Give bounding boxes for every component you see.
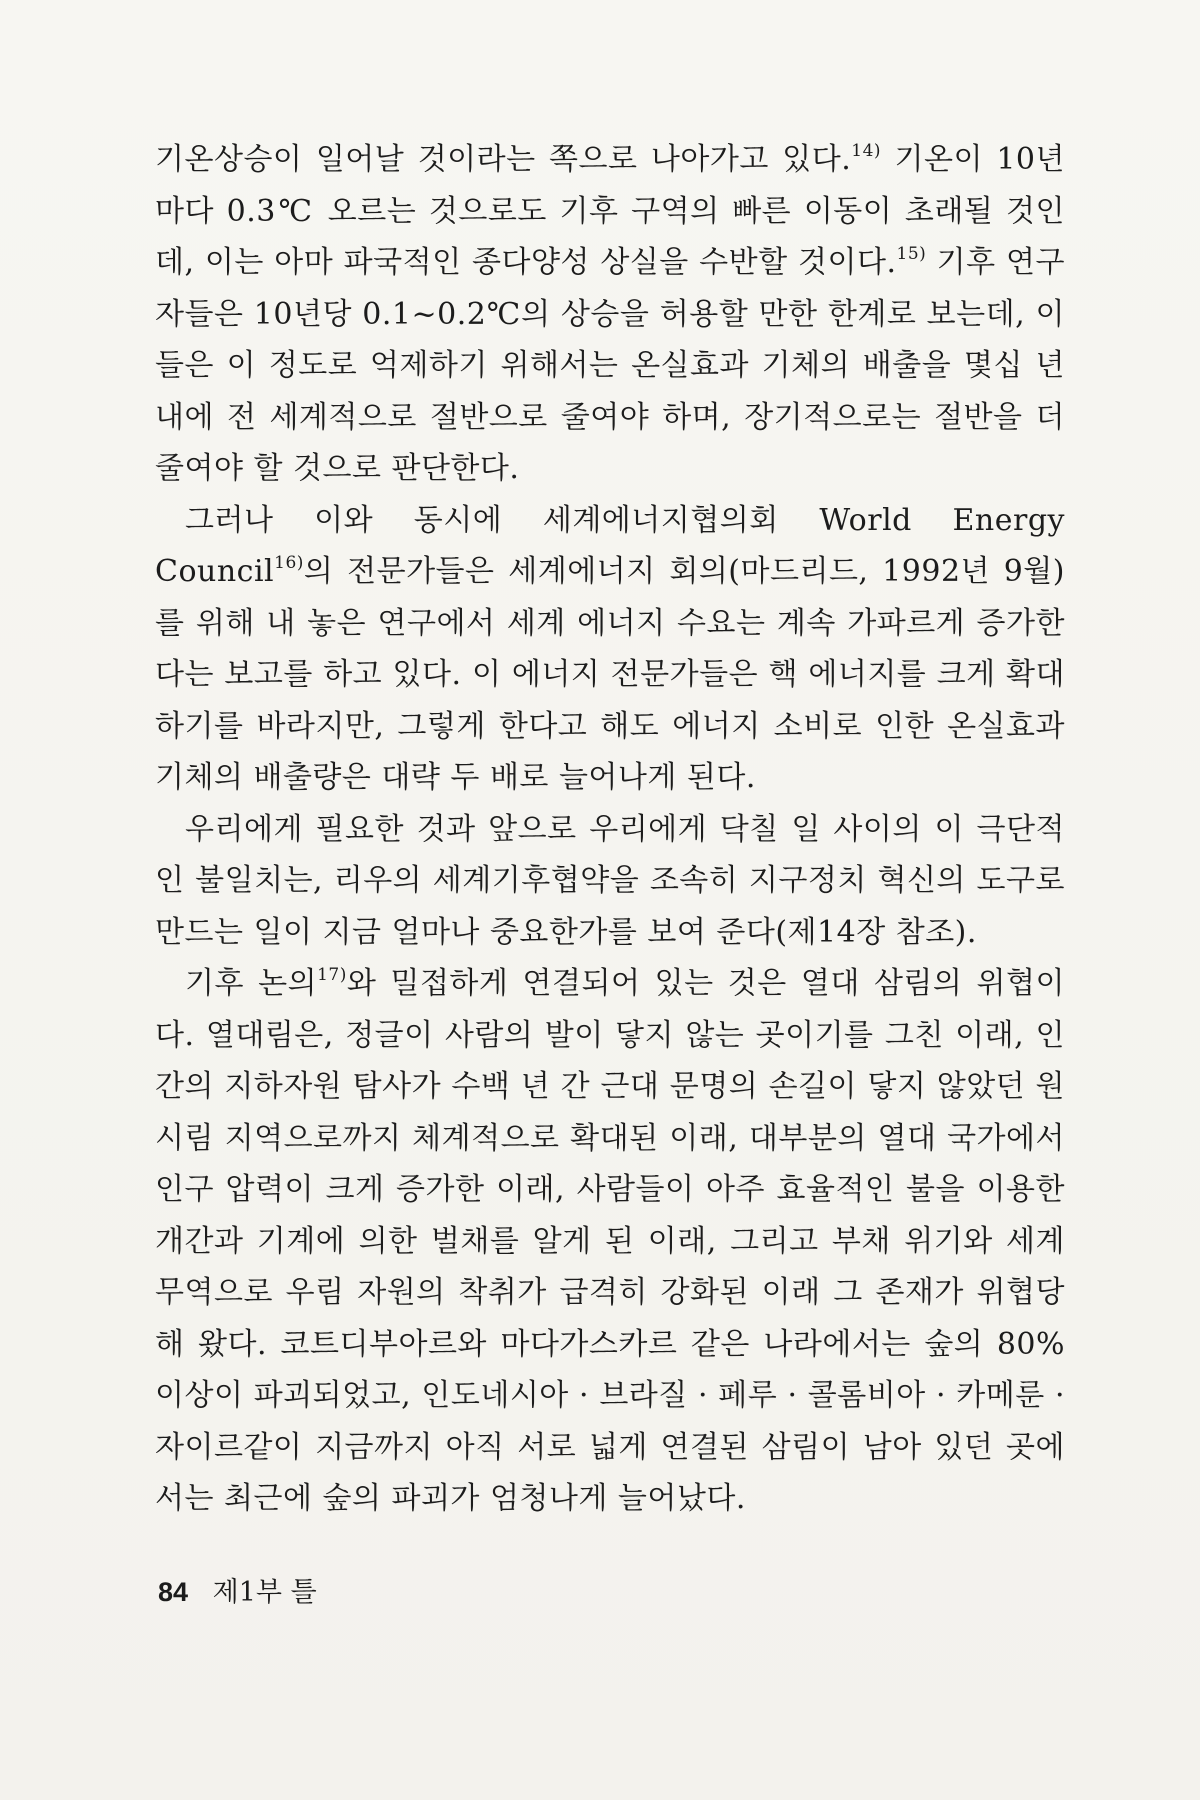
paragraph-4-text-a: 기후 논의: [185, 966, 318, 1001]
page-number: 84: [158, 1577, 189, 1607]
body-text: [155, 134, 1065, 1525]
paragraph-3-text: 우리에게 필요한 것과 앞으로 우리에게 닥칠 일 사이의 이 극단적인 불일치는, 리우의 세계기후협약을 조속히 지구정치 혁신의 도구로 만드는 일이 지금 얼마나 중요한가를 보여 준다(제14장 참조).: [155, 811, 1065, 950]
footnote-ref-17: 17): [317, 965, 347, 985]
footnote-ref-14: 14): [851, 141, 882, 161]
page-footer: [158, 1576, 317, 1609]
paragraph-1-text-b: 기온이 10년마다 0.3℃ 오르는 것으로도 기후 구역의 빠른 이동이 초래될 것인데, 이는 아마 파국적인 종다양성 상실을 수반할 것이다.: [155, 142, 1066, 280]
paragraph-4-text-b: 와 밀접하게 연결되어 있는 것은 열대 삼림의 위협이다. 열대림은, 정글이 사람의 발이 닿지 않는 곳이기를 그친 이래, 인간의 지하자원 탐사가 수백 년 간 근대 문명의 손길이 닿지 않았던 원시림 지역으로까지 체계적으로 확대된 이래, 대부분의 열대 국가에서 인구 압력이 크게 증가한 이래, 사람들이 아주 효율적인 불을 이용한 개간과 기계에 의한 벌채를 알게 된 이래, 그리고 부채 위기와 세계 무역으로 우림 자원의 착취가 급격히 강화된 이래 그 존재가 위협당해 왔다. 코트디부아르와 마다가스카르 같은 나라에서는 숲의 80% 이상이 파괴되었고, 인도네시아 · 브라질 · 페루 · 콜롬비아 · 카메룬 · 자이르같이 지금까지 아직 서로 넓게 연결된 삼림이 남아 있던 곳에서는 최근에 숲의 파괴가 엄청나게 늘어났다.: [155, 966, 1065, 1516]
paragraph-4: [155, 958, 1065, 1525]
section-title: 제1부 틀: [212, 1577, 317, 1608]
footnote-ref-16: 16): [274, 553, 304, 573]
paragraph-2-text-b: 의 전문가들은 세계에너지 회의(마드리드, 1992년 9월)를 위해 내 놓은 연구에서 세계 에너지 수요는 계속 가파르게 증가한다는 보고를 하고 있다. 이 에너지 전문가들은 핵 에너지를 크게 확대하기를 바라지만, 그렇게 한다고 해도 에너지 소비로 인한 온실효과 기체의 배출량은 대략 두 배로 늘어나게 된다.: [155, 554, 1065, 795]
footnote-ref-15: 15): [896, 244, 927, 264]
paragraph-3: [155, 804, 1065, 959]
paragraph-2-text-a: 그러나 이와 동시에 세계에너지협의회 World Energy Council: [155, 502, 1065, 589]
paragraph-1: [155, 134, 1065, 495]
paragraph-1-text-c: 기후 연구자들은 10년당 0.1~0.2℃의 상승을 허용할 만한 한계로 보는데, 이들은 이 정도로 억제하기 위해서는 온실효과 기체의 배출을 몇십 년 내에 전 세계적으로 절반으로 줄여야 하며, 장기적으로는 절반을 더 줄여야 할 것으로 판단한다.: [155, 245, 1066, 486]
paragraph-1-text-a: 기온상승이 일어날 것이라는 쪽으로 나아가고 있다.: [155, 142, 852, 177]
paragraph-2: [155, 495, 1065, 804]
